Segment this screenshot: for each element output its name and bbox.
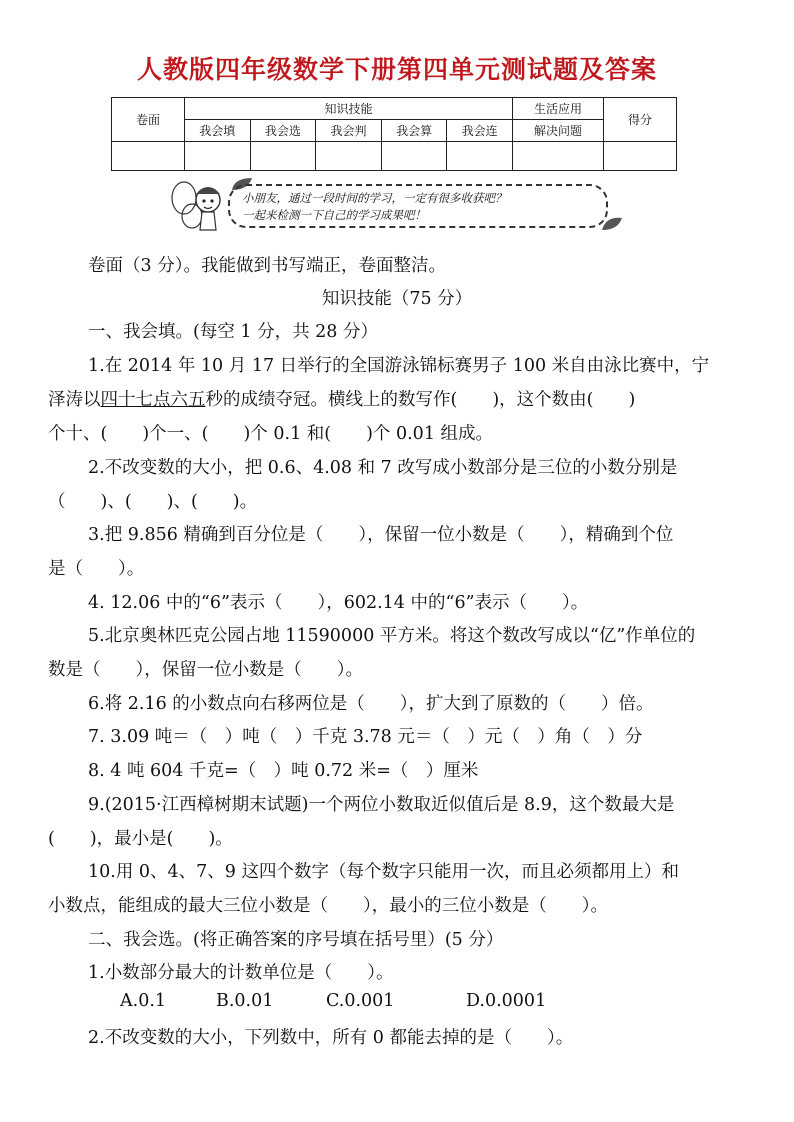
score-cell[interactable] [381,142,447,171]
section-title: 知识技能（75 分） [321,289,473,309]
fairy-icon [170,176,232,236]
leaf-icon [600,214,624,232]
score-header-juanmian: 卷面 [112,98,185,142]
score-cell[interactable] [513,142,604,171]
question-line: 6.将 2.16 的小数点向右移两位是（ ），扩大到了原数的（ ）倍。 [88,694,654,714]
page-title: 人教版四年级数学下册第四单元测试题及答案 [136,55,657,84]
score-sub-1: 我会选 [250,120,316,142]
encouragement-banner [170,176,630,236]
banner-line-1: 小朋友，通过一段时间的学习，一定有很多收获吧？ [242,191,507,205]
question-line: 2.不改变数的大小，把 0.6、4.08 和 7 改写成小数部分是三位的小数分别是 [88,458,678,478]
score-sub-2: 我会判 [316,120,382,142]
question-line: 3.把 9.856 精确到百分位是（ ），保留一位小数是（ ），精确到个位 [88,525,674,545]
score-sub-jiejue: 解决问题 [513,120,604,142]
score-header-zhishi: 知识技能 [185,98,513,120]
question-line: 8. 4 吨 604 千克=（ ）吨 0.72 米=（ ）厘米 [88,761,479,781]
option-d[interactable]: D.0.0001 [466,991,547,1011]
score-cell[interactable] [447,142,513,171]
score-cell[interactable] [316,142,382,171]
option-b[interactable]: B.0.01 [216,991,274,1011]
text-line: 卷面（3 分）。我能做到书写端正，卷面整洁。 [88,256,446,276]
option-a[interactable]: A.0.1 [120,991,167,1011]
score-sub-0: 我会填 [185,120,251,142]
question-line: 1.在 2014 年 10 月 17 日举行的全国游泳锦标赛男子 100 米自由泳比赛中，宁 [88,356,710,376]
text-span: 泽涛以 [48,390,101,410]
banner-line-2: 一起来检测一下自己的学习成果吧！ [242,208,426,222]
score-table [111,97,677,171]
text-span: 秒的成绩夺冠。横线上的数写作( )，这个数由( ) [205,390,636,410]
score-sub-4: 我会连 [447,120,513,142]
question-line: 1.小数部分最大的计数单位是（ ）。 [88,963,394,983]
question-line: 个十、( )个一、( )个 0.1 和( )个 0.01 组成。 [48,424,494,444]
question-line: 2.不改变数的大小，下列数中，所有 0 都能去掉的是（ ）。 [88,1028,574,1048]
score-cell[interactable] [250,142,316,171]
score-cell[interactable] [185,142,251,171]
question-line [48,386,758,411]
question-line: 数是（ ），保留一位小数是（ ）。 [48,660,363,680]
section-heading: 二、我会选。(将正确答案的序号填在括号里）(5 分） [88,930,504,950]
question-line: 4. 12.06 中的“6”表示（ ），602.14 中的“6”表示（ ）。 [88,593,589,613]
question-line: 小数点，能组成的最大三位小数是（ ），最小的三位小数是（ ）。 [48,896,608,916]
section-heading: 一、我会填。(每空 1 分，共 28 分） [88,322,378,342]
question-line: 10.用 0、4、7、9 这四个数字（每个数字只能用一次，而且必须都用上）和 [88,862,679,882]
question-line: 9.(2015·江西樟树期末试题)一个两位小数取近似值后是 8.9，这个数最大是 [88,795,675,815]
encouragement-bubble [228,184,608,228]
underlined-number: 四十七点六五 [100,390,206,410]
question-line: （ )、( )、( )。 [48,492,258,512]
question-line: 5.北京奥林匹克公园占地 11590000 平方米。将这个数改写成以“亿”作单位的 [88,626,696,646]
question-line: 7. 3.09 吨＝（ ）吨（ ）千克 3.78 元＝（ ）元（ ）角（ ）分 [88,727,643,747]
question-line: 是（ ）。 [48,559,145,579]
question-line: ( )，最小是( )。 [48,829,233,849]
option-c[interactable]: C.0.001 [326,991,395,1011]
score-header-defen: 得分 [604,98,677,142]
score-header-shenghuo: 生活应用 [513,98,604,120]
score-cell[interactable] [112,142,185,171]
score-cell[interactable] [604,142,677,171]
score-sub-3: 我会算 [381,120,447,142]
